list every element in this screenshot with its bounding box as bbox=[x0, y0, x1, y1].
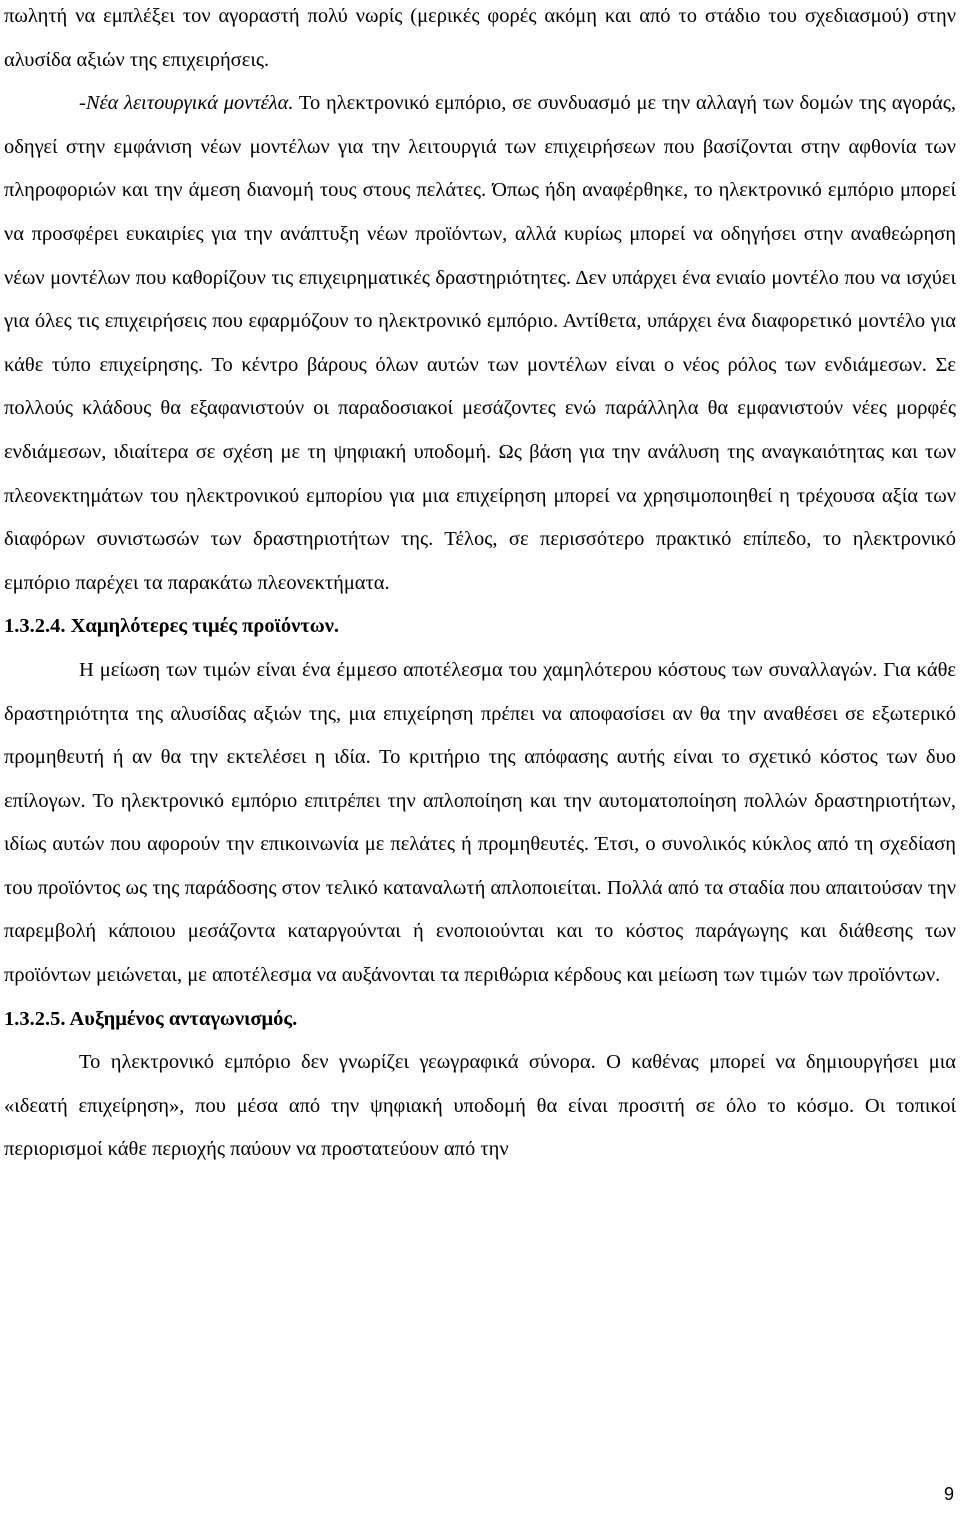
paragraph-lower-prices: Η μείωση των τιμών είναι ένα έμμεσο αποτέλεσμα του χαμηλότερου κόστους των συναλλαγών. Για κάθε δραστηριότητα της αλυσίδας αξιών της, μια επιχείρηση πρέπει να αποφασίσει αν θα την αναθέσει σε εξωτερικό προμηθευτή ή αν θα την εκτελέσει η ιδία. Το κριτήριο της απόφασης αυτής είναι το σχετικό κόστος των δυο επίλογων. Το ηλεκτρονικό εμπόριο επιτρέπει την απλοποίηση και την αυτοματοποίηση πολλών δραστηριοτήτων, ιδίως αυτών που αφορούν την επικοινωνία με πελάτες ή προμηθευτές. Έτσι, ο συνολικός κύκλος από τη σχεδίαση του προϊόντος ως της παράδοσης στον τελικό καταναλωτή απλοποιείται. Πολλά από τα σταδία που απαιτούσαν την παρεμβολή κάποιου μεσάζοντα καταργούνται ή ενοποιούνται και το κόστος παράγωγης και διάθεσης των προϊόντων μειώνεται, με αποτέλεσμα να αυξάνονται τα περιθώρια κέρδους και μείωση των τιμών των προϊόντων. bbox=[4, 658, 956, 987]
section-heading-increased-competition: 1.3.2.5. Αυξημένος ανταγωνισμός. bbox=[4, 1007, 298, 1030]
paragraph-new-operating-models bbox=[4, 82, 956, 605]
section-heading-lower-prices: 1.3.2.4. Χαμηλότερες τιμές προϊόντων. bbox=[4, 615, 340, 638]
paragraph-body: Το ηλεκτρονικό εμπόριο, σε συνδυασμό με την αλλαγή των δομών της αγοράς, οδηγεί στην εμφάνιση νέων μοντέλων για την λειτουργιά των επιχειρήσεων που βασίζονται στην αφθονία των πληροφοριών και την άμεση διανομή τους στους πελάτες. Όπως ήδη αναφέρθηκε, το ηλεκτρονικό εμπόριο μπορεί να προσφέρει ευκαιρίες για την ανάπτυξη νέων προϊόντων, αλλά κυρίως μπορεί να οδηγήσει στην αναθεώρηση νέων μοντέλων που καθορίζουν τις επιχειρηματικές δραστηριότητες. Δεν υπάρχει ένα ενιαίο μοντέλο που να ισχύει για όλες τις επιχειρήσεις που εφαρμόζουν το ηλεκτρονικό εμπόριο. Αντίθετα, υπάρχει ένα διαφορετικό μοντέλο για κάθε τύπο επιχείρησης. Το κέντρο βάρους όλων αυτών των μοντέλων είναι ο νέος ρόλος των ενδιάμεσων. Σε πολλούς κλάδους θα εξαφανιστούν οι παραδοσιακοί μεσάζοντες ενώ παράλληλα θα εμφανιστούν νέες μορφές ενδιάμεσων, ιδιαίτερα σε σχέση με τη ψηφιακή υποδομή. Ως βάση για την ανάλυση της αναγκαιότητας και των πλεονεκτημάτων του ηλεκτρονικού εμπορίου για μια επιχείρηση μπορεί να χρησιμοποιηθεί η τρέχουσα αξία των διαφόρων συνιστωσών των δραστηριοτήτων της. Τέλος, σε περισσότερο πρακτικό επίπεδο, το ηλεκτρονικό εμπόριο παρέχει τα παρακάτω πλεονεκτήματα. bbox=[4, 92, 956, 594]
page-number: 9 bbox=[943, 1484, 954, 1504]
paragraph-increased-competition: Το ηλεκτρονικό εμπόριο δεν γνωρίζει γεωγραφικά σύνορα. Ο καθένας μπορεί να δημιουργήσει μια «ιδεατή επιχείρηση», που μέσα από την ψηφιακή υποδομή θα είναι προσιτή σε όλο το κόσμο. Οι τοπικοί περιορισμοί κάθε περιοχής παύουν να προστατεύουν από την bbox=[4, 1051, 956, 1161]
paragraph-continuation: πωλητή να εμπλέξει τον αγοραστή πολύ νωρίς (μερικές φορές ακόμη και από το στάδιο του σχεδιασμού) στην αλυσίδα αξιών της επιχειρήσεις. bbox=[4, 5, 956, 71]
run-in-heading: -Νέα λειτουργικά μοντέλα. bbox=[79, 92, 294, 115]
document-body bbox=[4, 0, 956, 1172]
